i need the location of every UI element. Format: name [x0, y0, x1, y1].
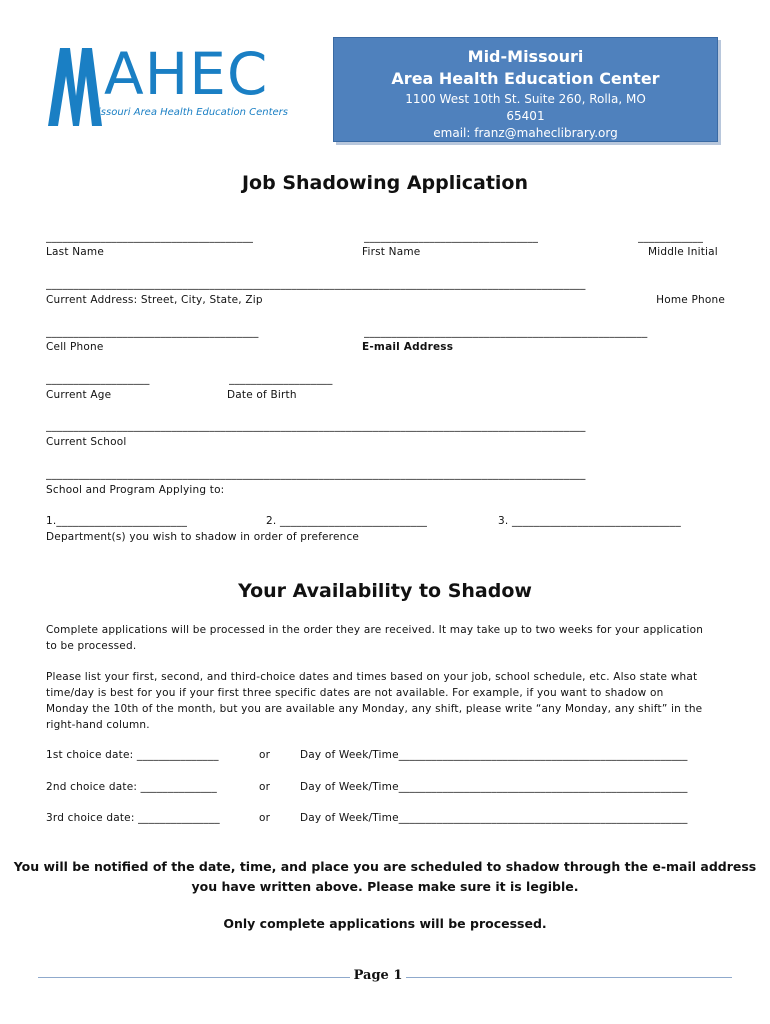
last-name-field[interactable]: ______________________________________ [46, 231, 254, 243]
email-field[interactable]: ____________________________________________________ [364, 326, 648, 338]
school-label: Current School [46, 436, 127, 448]
middle-initial-field[interactable]: ____________ [638, 231, 704, 243]
availability-paragraph-2: Please list your first, second, and third-choice dates and times based on your job, school schedule, etc. Also state what time/day is best for you if your first three specific dates are not available. For example, if you want to shadow on Monday the 10th of the month, but you are available any Monday, any shift, please write “any Monday, any shift” in the right-hand column. [46, 671, 703, 731]
program-field[interactable]: ___________________________________________________________________________________________________ [46, 468, 586, 480]
middle-initial-label: Middle Initial [648, 246, 718, 258]
choice-3-or: or [259, 812, 271, 824]
department-2-field[interactable]: 2. ___________________________ [266, 515, 428, 527]
choice-1-or: or [259, 749, 271, 761]
first-name-label: First Name [362, 246, 421, 258]
department-1-field[interactable]: 1.________________________ [46, 515, 188, 527]
first-name-field[interactable]: ________________________________ [364, 231, 539, 243]
org-address-line2: 65401 [506, 109, 545, 123]
page-number: Page 1 [353, 968, 403, 983]
choice-2-or: or [259, 781, 271, 793]
notification-notice-line2: you have written above. Please make sure it is legible. [191, 879, 579, 894]
age-field[interactable]: ___________________ [46, 373, 150, 385]
notification-notice-line1: You will be notified of the date, time, and place you are scheduled to shadow through the e-mail address [13, 859, 757, 874]
choice-3-date-field[interactable]: 3rd choice date: _______________ [46, 812, 220, 824]
footer-rule-left [38, 977, 350, 978]
dob-field[interactable]: ___________________ [229, 373, 333, 385]
last-name-label: Last Name [46, 246, 104, 258]
org-email: email: franz@maheclibrary.org [433, 126, 618, 140]
home-phone-label: Home Phone [656, 294, 725, 306]
choice-2-day-field[interactable]: Day of Week/Time_____________________________________________________ [300, 781, 688, 793]
email-label: E-mail Address [362, 341, 454, 353]
school-field[interactable]: ___________________________________________________________________________________________________ [46, 420, 586, 432]
org-name-line1: Mid-Missouri [467, 47, 584, 66]
logo-subtitle: issouri Area Health Education Centers [98, 107, 288, 118]
logo-letters: AHEC [104, 40, 269, 108]
choice-1-day-field[interactable]: Day of Week/Time_____________________________________________________ [300, 749, 688, 761]
org-name-line2: Area Health Education Center [391, 69, 660, 88]
footer-rule-right [406, 977, 732, 978]
form-title: Job Shadowing Application [241, 172, 529, 194]
complete-applications-notice: Only complete applications will be processed. [223, 916, 547, 931]
address-label: Current Address: Street, City, State, Zip [46, 294, 263, 306]
availability-paragraph-1: Complete applications will be processed in the order they are received. It may take up to two weeks for your application to be processed. [46, 624, 704, 652]
availability-title: Your Availability to Shadow [238, 580, 532, 602]
departments-label: Department(s) you wish to shadow in order of preference [46, 531, 360, 543]
cell-phone-label: Cell Phone [46, 341, 104, 353]
department-3-field[interactable]: 3. _______________________________ [498, 515, 681, 527]
dob-label: Date of Birth [227, 389, 297, 401]
org-header-box [333, 37, 718, 142]
choice-2-date-field[interactable]: 2nd choice date: ______________ [46, 781, 217, 793]
address-field[interactable]: ___________________________________________________________________________________________________ [46, 278, 586, 290]
choice-3-day-field[interactable]: Day of Week/Time_____________________________________________________ [300, 812, 688, 824]
age-label: Current Age [46, 389, 112, 401]
choice-1-date-field[interactable]: 1st choice date: _______________ [46, 749, 219, 761]
program-label: School and Program Applying to: [46, 484, 225, 496]
org-address-line1: 1100 West 10th St. Suite 260, Rolla, MO [405, 92, 646, 106]
logo-m-mark [46, 46, 106, 130]
cell-phone-field[interactable]: _______________________________________ [46, 326, 259, 338]
